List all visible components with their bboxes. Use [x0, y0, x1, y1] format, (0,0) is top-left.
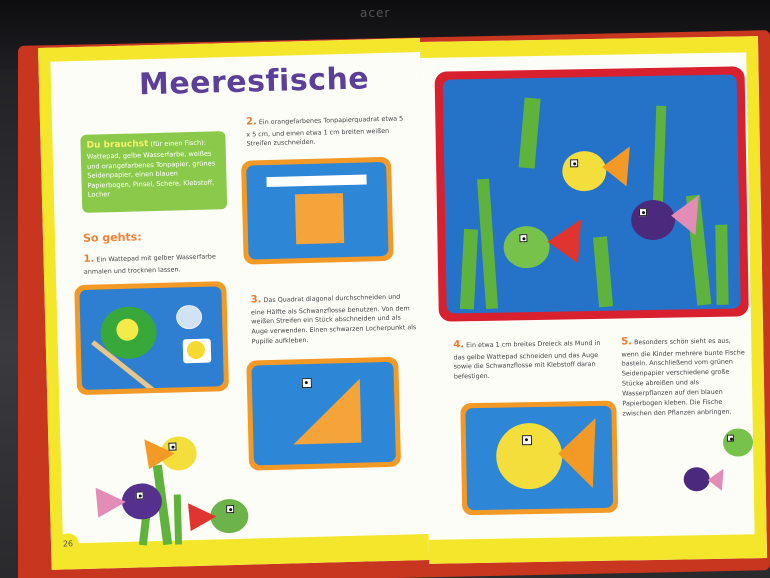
collage-green-fish-tail	[547, 219, 582, 264]
collage-yellow-fish-body	[562, 151, 607, 192]
orange-triangle	[292, 379, 362, 445]
seaweed-3	[174, 494, 182, 544]
collage-purple-fish-tail	[671, 195, 702, 236]
corner-green-fish-body	[723, 428, 753, 457]
step-2-photo	[241, 157, 394, 265]
collage-green-fish-eye	[519, 234, 527, 242]
step-4-number: 4.	[453, 339, 465, 351]
step-1-photo-background	[79, 286, 224, 390]
purple-fish-eye	[136, 491, 144, 499]
orange-square	[295, 193, 344, 244]
step-1-photo	[74, 281, 229, 395]
corner-purple-fish-body	[683, 467, 709, 491]
step-3-text: Das Quadrat diagonal durchschneiden und eine Hälfte als Schwanzflosse benutzen. Von dem weißen Streifen ein Stück abschneiden und als Auge verwenden. Einen schwarzen Locherpunkt als Pupille aufkleben.	[250, 292, 417, 346]
right-page	[420, 36, 767, 564]
green-fish-tail	[188, 502, 217, 531]
white-strip	[266, 174, 366, 187]
collage-purple-fish-eye	[639, 208, 647, 216]
step-3-photo	[246, 357, 401, 471]
collage-weed-3	[519, 98, 541, 169]
triangle-fin-shape	[251, 362, 396, 466]
corner-green-fish-eye	[727, 435, 734, 442]
finished-collage-photo	[435, 66, 749, 321]
step-4-fish-tail	[558, 418, 599, 489]
page-number: 26	[57, 533, 80, 556]
step-4-fish-body	[496, 423, 563, 490]
collage-green-fish-body	[503, 226, 550, 269]
step-2-photo-background	[246, 162, 388, 260]
step-4-text: Ein etwa 1 cm breites Dreieck als Mund in das gelbe Wattepad schneiden und das Auge sowie die Schwanzflosse mit Klebstoff daran befestigen.	[453, 338, 601, 381]
step-5	[621, 332, 750, 419]
step-3-number: 3.	[250, 294, 262, 306]
step-5-text: Besonders schön sieht es aus, wenn die Kinder mehrere bunte Fische basteln. Anschließend vom grünen Seidenpapier verschiedene große Stücke abreißen und als Wasserpflanzen auf den blauen Papierbogen kleben. Die Fische zwischen den Pflanzen anbringen.	[621, 336, 745, 418]
step-4-photo	[460, 401, 618, 516]
step-4	[453, 335, 604, 383]
step-3-photo-background	[251, 362, 396, 466]
step-2	[246, 110, 407, 150]
collage-weed-2	[477, 179, 498, 310]
page-title: Meeresfische	[138, 61, 370, 103]
left-page	[38, 38, 434, 570]
collage-purple-fish-body	[631, 200, 676, 241]
collage-weed-4	[593, 236, 613, 307]
purple-fish-body	[121, 483, 162, 520]
step-3	[250, 288, 416, 347]
materials-heading: Du brauchst	[86, 139, 149, 151]
laptop-brand-logo: acer	[360, 6, 391, 20]
collage-sea-background	[443, 74, 741, 313]
corner-purple-fish-tail	[707, 469, 723, 491]
step-4-photo-background	[465, 406, 613, 511]
step-2-text: Ein orangefarbenes Tonpapierquadrat etwa 5 x 5 cm, und einen etwa 1 cm breiten weißen Streifen zuschneiden.	[246, 114, 404, 148]
collage-weed-1	[460, 229, 478, 310]
step-1-text: Ein Wattepad mit gelber Wasserfarbe anmalen und trocknen lassen.	[83, 252, 216, 276]
howto-heading: So gehts:	[82, 230, 142, 245]
collage-yellow-fish-tail	[602, 146, 633, 187]
water-glass	[176, 305, 203, 330]
purple-fish-tail	[96, 487, 127, 518]
materials-text: (für einen Fisch): Wattepad, gelbe Wasserfarbe, weißes und orangefarbenes Tonpapier, grünes Seidenpapier, einen blauen Papierbogen, Pinsel, Schere, Klebstoff, Locher	[86, 138, 216, 199]
paper-eye	[302, 378, 312, 388]
materials-box	[80, 131, 227, 213]
yellow-fish-eye	[168, 443, 176, 451]
step-1	[83, 248, 234, 277]
step-2-number: 2.	[245, 116, 257, 128]
step-4-fish-eye	[522, 435, 532, 445]
collage-weed-7	[715, 225, 728, 305]
step-1-number: 1.	[83, 253, 95, 265]
green-fish-eye	[226, 505, 234, 513]
collage-yellow-fish-eye	[570, 159, 578, 167]
step-5-number: 5.	[621, 336, 633, 348]
